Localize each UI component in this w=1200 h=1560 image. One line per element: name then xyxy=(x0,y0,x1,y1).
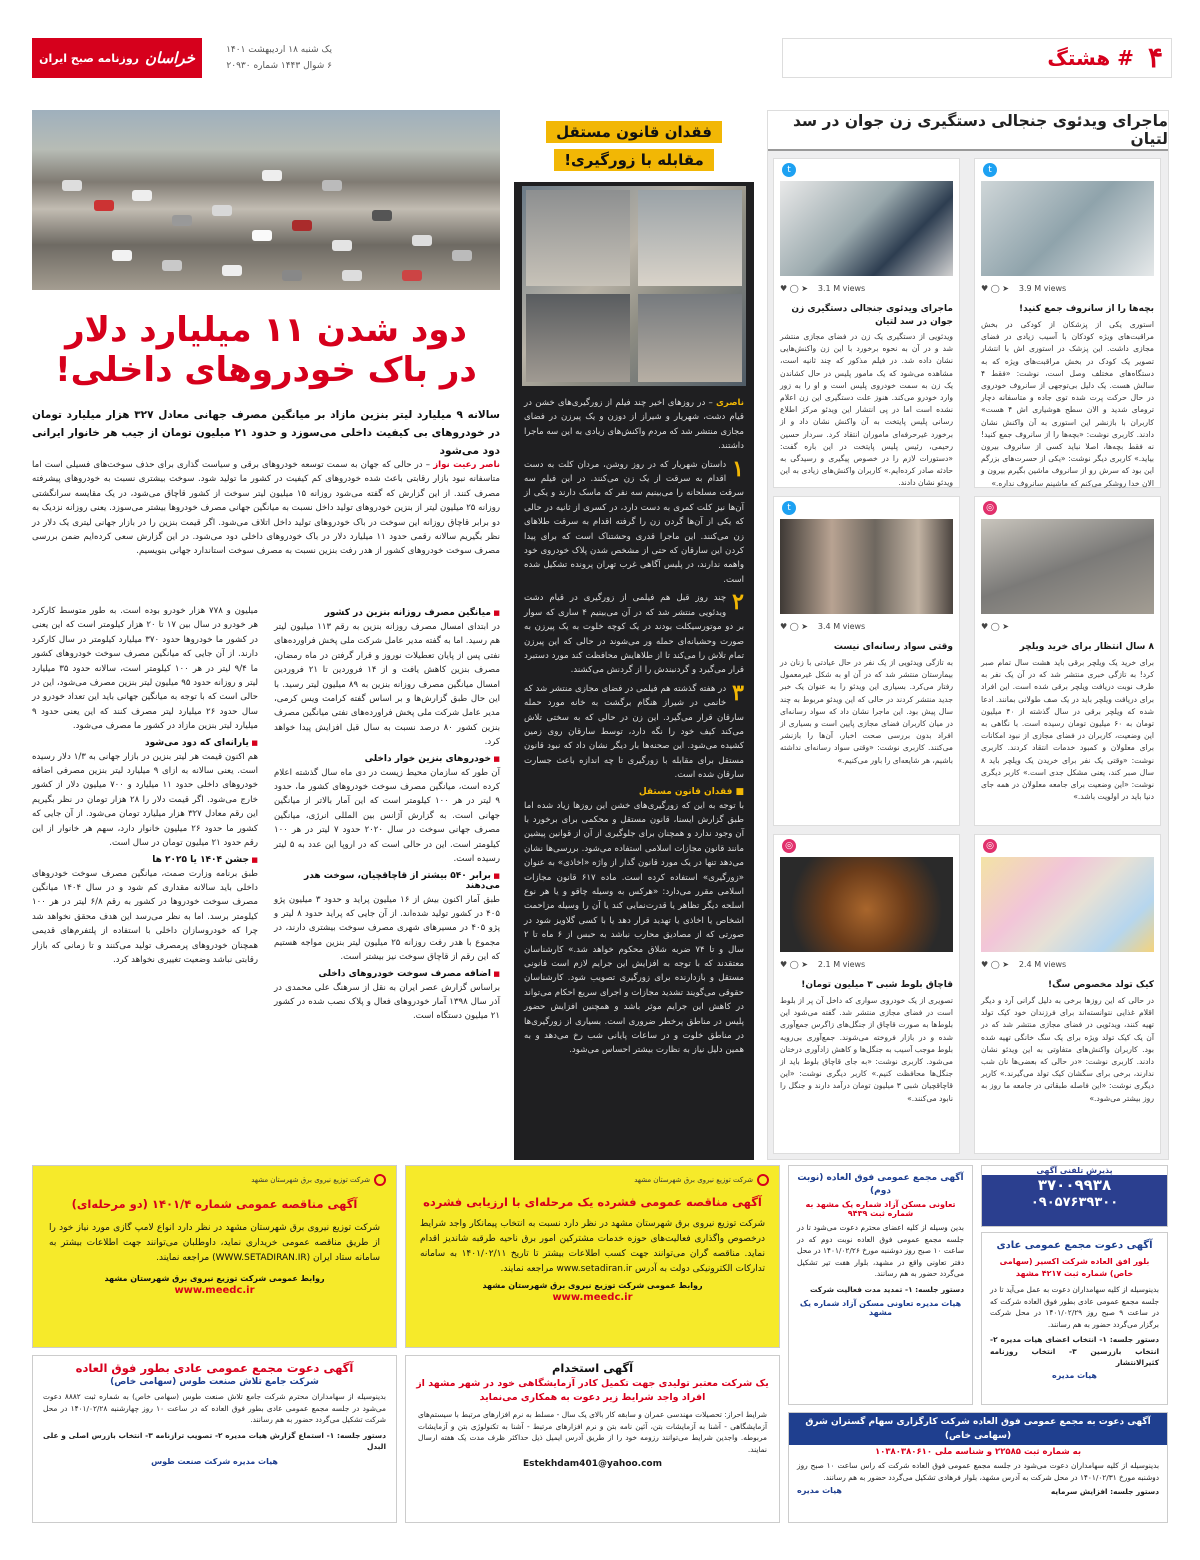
ad-title: آگهی مناقصه عمومی شماره ۱۴۰۱/۴ (دو مرحله‌ای) xyxy=(71,1197,358,1211)
phone-number-2[interactable]: ۰۹۰۵۷۶۳۹۳۰۰ xyxy=(1030,1195,1119,1210)
article-title xyxy=(514,110,754,182)
main-lead: سالانه ۹ میلیارد لیتر بنزین مازاد بر میانگین مصرف جهانی معادل ۳۲۷ هزار میلیارد تومان در خودروهای بی کیفیت داخلی می‌سوزد و حدود ۲۱ میلیون تومان از جیب هر خانوار ایرانی دود می‌شود xyxy=(32,409,500,457)
article-intro: ناصری – در روزهای اخیر چند فیلم از زورگیری‌های خشن در قیام دشت، شهریار و شیراز از دوزن و یک پیرزن در فضای مجازی منتشر شد که مردم واکنش‌های زیادی به این سه ماجرا داشتند. xyxy=(524,398,744,452)
card-image xyxy=(981,519,1154,614)
card-stats xyxy=(981,281,1154,295)
ad-agenda: دستور جلسه: ۱- تمدید مدت فعالیت شرکت xyxy=(809,1284,964,1294)
assembly-notice-ad xyxy=(788,1165,973,1405)
card-text: ویدئویی از دستگیری یک زن در فضای مجازی منتشر شد و در آن به نحوه برخورد با این زن واکنش‌هایی نشان داده شد. در فیلم مذکور که چند ثانیه است، مشاهده می‌شود که یک مامور پلیس در حال کشاندن یک زن به سمت خودروی پلیس است و او را به زور وارد خودرو می‌کند. هنوز علت دستگیری این زن اعلام نشده است اما در پی انتشار این ویدئو مرکز اطلاع رسانی پلیس پایتخت به آن واکنش نشان داد و از برخورد غیرحرفه‌ای ماموران انتقاد کرد. سردار حسین رحیمی، رئیس پلیس پایتخت در این باره گفت: «دستورات لازم را در خصوص پیگیری و رسیدگی به حادثه صادر کرده‌ایم.» کاربران واکنش‌های زیادی به این ویدئو نشان دادند. xyxy=(780,332,953,488)
org-logo xyxy=(634,1174,769,1186)
ad-body: بدینوسیله از کلیه سهامداران دعوت به عمل می‌آید تا در جلسه مجمع عمومی عادی بطور فوق العاده شرکت که در ساعت ۹ صبح روز ۱۴۰۱/۰۲/۲۹ در محل شرکت برگزار می‌گردد حضور به هم رسانند. xyxy=(990,1285,1160,1329)
org-icon xyxy=(757,1174,769,1186)
photo xyxy=(638,190,742,286)
social-card xyxy=(773,834,960,1154)
main-columns xyxy=(32,604,500,1154)
card-text: تصویری از یک خودروی سواری که داخل آن پر از بلوط است در فضای مجازی منتشر شد. گفته می‌شود این بلوط‌ها به صورت قاچاق از جنگل‌های زاگرس جمع‌آوری شده و در بازار فروخته می‌شوند. جمع‌آوری بی‌رویه بلوط موجب آسیب به جنگل‌ها و کاهش زادآوری درختان می‌شود. کاربری نوشت: «به جای قاچاق بلوط باید از جنگل‌ها محافظت کنیم.» کاربر دیگری نوشت: «این قاچاقچیان شبی ۳ میلیون تومان درآمد دارند و جنگل را نابود می‌کنند.» xyxy=(780,996,953,1103)
article-photo-collage xyxy=(522,186,746,386)
ad-title: آگهی استخدام xyxy=(551,1361,634,1375)
section-2 xyxy=(524,591,744,677)
card-title: بچه‌ها را از سانروف جمع کنید! xyxy=(1019,304,1154,314)
author: ناصر رعیت نواز xyxy=(433,460,500,470)
social-media-column xyxy=(767,110,1169,1160)
ad-signature: هیات مدیره xyxy=(1052,1370,1097,1380)
social-card xyxy=(974,834,1161,1154)
heart-icon: ♥ ◯ ➤ xyxy=(981,621,1009,631)
heart-icon: ♥ ◯ ➤ xyxy=(981,283,1009,293)
photo xyxy=(638,294,742,382)
ad-signature: هیات مدیره شرکت صنعت طوس xyxy=(151,1456,278,1466)
ad-body: شرایط احراز: تحصیلات مهندسی عمران و سابقه کار بالای یک سال - مسلط به نرم افزارهای مرتبط با سیستم‌های آزمایشگاهی - آشنا به آزمایشات بتن، آئین نامه بتن و نرم افزارهای مرتبط - آشنا به تکنولوژی بتن و آزمایشات مربوطه. واجدین شرایط می‌توانند رزومه خود را از طریق آدرس ایمیل ذیل حداکثر ظرف مدت یک هفته ارسال نمایند. xyxy=(418,1410,767,1454)
section-number: ۱ xyxy=(732,455,744,481)
issue-date xyxy=(212,42,332,74)
org-name: شرکت توزیع نیروی برق شهرستان مشهد xyxy=(251,1176,370,1184)
intro-text: در حالی که جهان به سمت توسعه خودروهای برقی و سیاست گذاری برای حذف سوخت‌های فسیلی است اما متاسفانه نبود بازار رقابتی باعث شده خودروهای کم کیفیت در کشور ما تولید شود. سوخت بیشتری نسبت به خودروهای پیشرفته مصرف کنند. از این گزارش که گفته می‌شود روزانه ۱۵ میلیون لیتر سوخت از کشور قاچاق می‌شود، در یک مقایسه سرانگشتی روزانه ۲۵ میلیون لیتر از بنزین خودروهای تولید داخل نسبت به میانگین جهانی مصرف خودروها بیشتر می‌سوزد. یعنی روزانه نزدیک به دو برابر قاچاق روزانه این سوخت در باک خودروهای تولید داخل اتلاف می‌شود. اگر قیمت بنزین را در بازار جهانی لیتری یک دلار در نظر بگیریم سالانه رقمی حدود ۱۱ میلیارد دلار در باک خودروهای داخلی دود می‌شود. در این گزارش سعی کرده‌ایم ضمن بررسی مصرف سوخت خودروهای کشور از هدر رفت بنزین نسبت به مصرف سوخت استاندارد جهانی بنویسیم. xyxy=(32,460,500,557)
ad-subtitle: یک شرکت معتبر تولیدی جهت تکمیل کادر آزمایشگاهی خود در شهر مشهد از افراد واجد شرایط زیر دعوت به همکاری می‌نماید xyxy=(416,1378,769,1403)
section-text: داستان شهریار که در روز روشن، مردان کلت به دست اقدام به سرقت از یک زن می‌کنند. در این فیلم سه سرقت مسلحانه را می‌بینیم سه نفر که ماسک دارند و یکی از آن‌ها نیز کلت کمری به دست دارد، در کسری از ثانیه در حالی که یکی از آن‌ها گردن زن را گرفته اقدام به سرقت طلاهای زن می‌کنند. این ماجرا قدری وحشتناک است که برای پیدا کردن این سارقان که حتی از مشخص شدن پلاک خودروی خود واهمه ندارند، در پلیس آگاهی غرب تهران پرونده تشکیل شده است. xyxy=(524,459,744,585)
social-card xyxy=(773,496,960,826)
subhead: ■ فقدان قانون مستقل xyxy=(638,786,744,797)
main-headline xyxy=(32,310,500,390)
card-stats xyxy=(981,619,1154,633)
twitter-icon: t xyxy=(782,163,796,177)
ad-agenda: دستور جلسه: ۱- انتخاب اعضای هیات مدیره ۲- انتخاب بازرسین ۳- انتخاب روزنامه کثیرالانتشار xyxy=(990,1335,1160,1367)
ad-signature: هیات مدیره xyxy=(797,1486,842,1495)
ad-body: شرکت توزیع نیروی برق شهرستان مشهد در نظر دارد انواع لامپ گازی مورد نیاز خود را از طریق مناقصه عمومی خریداری نماید، داوطلبان می‌توانند جهت اطلاعات بیشتر به سامانه ستاد ایران (WWW.SETADIRAN.IR) مراجعه نمایند. xyxy=(49,1223,380,1263)
org-name: شرکت توزیع نیروی برق شهرستان مشهد xyxy=(634,1176,753,1184)
intro-text: در روزهای اخیر چند فیلم از زورگیری‌های خشن در قیام دشت، شهریار و شیراز از دوزن و یک پیرزن در فضای مجازی منتشر شد که مردم واکنش‌های زیادی به این سه ماجرا داشتند. xyxy=(524,398,744,452)
card-image xyxy=(780,181,953,276)
card-image xyxy=(981,857,1154,952)
headline-line-1: دود شدن ۱۱ میلیارد دلار xyxy=(65,310,467,350)
ad-url[interactable]: www.meedc.ir xyxy=(552,1292,633,1303)
title-line-1: فقدان قانون مستقل xyxy=(546,121,722,143)
card-image xyxy=(780,519,953,614)
card-text: در حالی که این روزها برخی به دلیل گرانی آرد و دیگر اقلام غذایی نتوانسته‌اند برای فرزندان خود کیک تولد تهیه کنند، ویدئویی در فضای مجازی منتشر شد که در آن یک کیک تولد ویژه برای یک سگ خانگی تهیه شده بود. کاربران واکنش‌های متفاوتی به این ویدئو نشان دادند. کاربری نوشت: «در حالی که بعضی‌ها نان شب ندارند، برخی برای سگشان کیک تولد می‌گیرند.» کاربر دیگری نوشت: «این فاصله طبقاتی در جامعه ما روز به روز بیشتر می‌شود.» xyxy=(981,996,1154,1103)
paragraph: هم اکنون قیمت هر لیتر بنزین در بازار جهانی به ۱/۳ دلار رسیده است. یعنی سالانه به ازای ۹ میلیارد لیتر بنزین مصرفی اضافه خودروهای داخلی حدود ۱۱ میلیارد و ۷۰۰ میلیون دلار از کشور خارج می‌شود. اگر قیمت دلار را ۲۸ هزار تومان در نظر بگیریم این رقم معادل ۳۲۷ هزار میلیارد تومان می‌شود. از آن جایی که کشور ما حدود ۲۶ میلیون خانوار دارد، سهم هر خانوار از این رقم حدود ۲۱ میلیون تومان در سال است. xyxy=(32,751,258,849)
card-stats xyxy=(780,957,953,971)
twitter-icon: t xyxy=(782,501,796,515)
heart-icon: ♥ ◯ ➤ xyxy=(780,621,808,631)
ad-email[interactable]: Estekhdam401@yahoo.com xyxy=(522,1459,662,1469)
ad-signature: روابط عمومی شرکت توزیع نیروی برق شهرستان مشهد xyxy=(482,1281,703,1290)
page-number: ۴ xyxy=(1147,43,1163,74)
byline: ناصری xyxy=(716,398,744,408)
closing-text: با توجه به این که زورگیری‌های خشن این روزها زیاد شده اما طبق گزارش ایسنا، قانون مستقل و محکمی برای برخورد با آن وجود ندارد و همچنان برای جلوگیری از آن از قوانین پیشین مانند قانون مجازات اسلامی استفاده می‌شود. بررسی‌ها نشان می‌دهد تنها در یک مورد قانون گذار از واژه «اخاذی» به عنوان «زورگیری» استفاده کرده است. ماده ۶۱۷ قانون مجازات اسلامی مقرر می‌دارد: «هرکس به وسیله چاقو و یا هر نوع اسلحه دیگر تظاهر یا قدرت‌نمایی کند یا آن را وسیله مزاحمت اشخاص یا اخاذی یا تهدید قرار دهد یا با کسی گلاویز شود در صورتی که از مصادیق محارب نباشد به حبس از ۶ ماه تا ۲ سال و تا ۷۴ ضربه شلاق محکوم خواهد شد.» کارشناسان معتقدند که با توجه به افزایش این جرایم لازم است قانونی مستقل و بازدارنده برای زورگیری تصویب شود. کارشناسان حقوقی می‌گویند تشدید مجازات و اجرای سریع احکام می‌تواند در کاهش این جرایم موثر باشد و همچنین افزایش حضور پلیس در مناطق پرخطر ضروری است. بسیاری از زورگیری‌ها در مناطق خلوت و در ساعات پایانی شب رخ می‌دهد و به همین دلیل نیاز به نظارت بیشتر احساس می‌شود. xyxy=(524,800,745,1056)
subhead: ■ میانگین مصرف روزانه بنزین در کشور xyxy=(274,608,500,618)
instagram-icon: ◎ xyxy=(782,839,796,853)
section-text: چند روز قبل هم فیلمی از زورگیری در قیام دشت ویدئویی منتشر شد که در آن می‌بینیم ۴ ساری که سوار بر دو موتورسیکلت بودند در یک کوچه خلوت به یک پیرزن به صورت وحشیانه‌ای حمله ور می‌شوند در حالی که این پیرزن تمام تلاش را می‌کند تا از طلاهایش محافظت کند مورد دستبرد قرار می‌گیرد و گردنبندش را از گردنش می‌کشند. xyxy=(524,593,744,676)
ad-signature: روابط عمومی شرکت توزیع نیروی برق شهرستان مشهد xyxy=(104,1274,325,1283)
ad-url[interactable]: www.meedc.ir xyxy=(174,1285,255,1296)
robbery-article xyxy=(514,110,754,1160)
headline-line-2: در باک خودروهای داخلی! xyxy=(55,350,477,390)
subhead-text: فقدان قانون مستقل xyxy=(638,786,733,797)
ad-body: شرکت توزیع نیروی برق شهرستان مشهد در نظر دارد نسبت به انتخاب پیمانکار واجد شرایط درخصوص واگذاری فعالیت‌های حوزه خدمات مشترکین امور برق ناحیه طرقبه شاندیز اقدام نماید. مناقصه گران می‌توانند جهت کسب اطلاعات بیشتر تا تاریخ ۱۴۰۱/۰۲/۱۱ به سامانه تدارکات الکترونیکی دولت به آدرس www.setadiran.ir مراجعه نمایند. xyxy=(420,1219,765,1274)
paper-tagline: روزنامه صبح ایران xyxy=(39,51,139,65)
article-body xyxy=(524,396,744,1152)
paragraph: طبق برنامه وزارت صمت، میانگین مصرف سوخت خودروهای داخلی باید سالانه مقداری کم شود و در سال ۱۴۰۴ میانگین مصرف سوخت خودروها در کشور به رقم ۶/۸ لیتر در هر ۱۰۰ کیلومتر برسد. اما به نظر می‌رسد این هدف محقق نخواهد شد چرا که خودروسازان داخلی با استفاده از پلتفرم‌های قدیمی همچنان خودروهای پرمصرف تولید می‌کنند و تا زمانی که بازار رقابتی نباشد وضعیت تغییری نخواهد کرد. xyxy=(32,868,258,965)
card-text: برای خرید یک ویلچر برقی باید هشت سال تمام صبر کرد! به تازگی خبری منتشر شد که در آن یک نفر به طرف نوبت دریافت ویلچر برقی شده است. این افراد برای دریافت ویلچر باید در یک صف طولانی بمانند. ادعا شده که ویلچر برقی در سال گذشته از ۴۰ میلیون تومان به ۶۰ میلیون تومان رسیده است. با نگاهی به این وضعیت، کاربران در فضای مجازی از نبود امکانات برای معلولان و کمبود خدمات انتقاد کردند. کاربری نوشت: «وقتی یک نفر برای خریدن یک ویلچر باید ۸ سال صبر کند، یعنی مشکل جدی است.» کاربر دیگری نوشت: «این وضعیت برای جامعه معلولان در همه جای دنیا باید در اولویت باشد.» xyxy=(981,658,1155,802)
photo xyxy=(526,190,630,286)
section-number: ۲ xyxy=(732,589,744,615)
paragraph: میلیون و ۷۷۸ هزار خودرو بوده است. به طور متوسط کارکرد هر خودرو در سال بین ۱۷ تا ۲۰ هزار کیلومتر است که این یعنی در کشور ما خودروها حدود ۳۷۰ میلیارد کیلومتر در سال کارکرد دارند. از آن جایی که میانگین مصرف سوخت خودروهای کشور ما ۹/۴ لیتر در هر ۱۰۰ کیلومتر است، سالانه حدود ۳۵ میلیارد لیتر و روزانه حدود ۹۵ میلیون لیتر بنزین مصرف می‌شود، این در حالی است که با توجه به میانگین جهانی باید این تعداد خودرو در سال حدود ۲۶ میلیارد لیتر مصرف کنند که این یعنی حدود ۹ میلیارد لیتر بنزین مازاد در کشور ما مصرف می‌شود. xyxy=(32,606,259,732)
page-header xyxy=(32,38,1172,78)
section-title: # هشتگ xyxy=(1047,46,1134,70)
views-count: 2.4 M views xyxy=(1018,959,1067,969)
ad-signature: هیات مدیره تعاونی مسکن آزاد شماره یک مشهد xyxy=(799,1299,962,1317)
heart-icon: ♥ ◯ ➤ xyxy=(780,283,808,293)
fuel-article xyxy=(32,110,500,1160)
section-text: در هفته گذشته هم فیلمی در فضای مجازی منتشر شد که خانمی در شیراز هنگام برگشت به خانه مورد حمله سارقان قرار می‌گیرد. این زن در حالی که به سختی تلاش می‌کند کیف خود را نگه دارد، توسط سارقان روی زمین کشیده می‌شود. این صحنه‌ها بار دیگر نشان داد که نبود قانون مستقل برای مقابله با زورگیری تا چه اندازه باعث جسارت سارقان شده است. xyxy=(524,683,744,781)
social-card xyxy=(773,158,960,488)
views-count: 3.1 M views xyxy=(817,283,866,293)
date-line-2: ۶ شوال ۱۴۴۳ شماره ۲۰۹۳۰ xyxy=(226,61,332,71)
main-column-left xyxy=(32,604,258,1154)
ad-agenda: دستور جلسه: ۱- استماع گزارش هیات مدیره ۲- تصویب ترازنامه ۳- انتخاب بازرس اصلی و علی البدل xyxy=(43,1430,386,1451)
employment-ad xyxy=(405,1355,780,1523)
ad-subtitle: تعاونی مسکن آزاد شماره یک مشهد به شماره ثبت ۹۴۳۹ xyxy=(805,1200,956,1218)
paragraph: در ابتدای امسال مصرف روزانه بنزین به رقم ۱۱۳ میلیون لیتر هم رسید. اما به گفته مدیر عامل شرکت ملی پخش فراورده‌های نفتی پس از پایان تعطیلات نوروز و قرار گرفتن در ماه رمضان، مصرف بنزین کاهش یافت و از ۱۴ فروردین تا ۲۱ فروردین امسال میانگین مصرف روزانه بنزین به ۸۹ میلیون لیتر رسید. با این حال طبق گزارش‌ها و بر اساس گفته کرامت ویس کرمی، مدیر عامل شرکت ملی پخش فراورده‌های نفتی میانگین مصرف بنزین کشور ۸۰ درصد نسبت به سال قبل افزایش پیدا خواهد کرد. xyxy=(274,622,500,748)
subhead: ■ جشن ۱۴۰۴ یا ۲۰۲۵ ها xyxy=(32,855,258,865)
title-line-2: مقابله با زورگیری! xyxy=(554,149,714,171)
ad-subtitle: به شماره ثبت ۲۲۵۸۵ و شناسه ملی ۱۰۳۸۰۳۸۰۶۱۰ xyxy=(874,1447,1082,1457)
subhead: ■ یارانه‌ای که دود می‌شود xyxy=(32,738,258,748)
section-number: ۳ xyxy=(732,679,744,705)
card-stats xyxy=(780,619,953,633)
exir-assembly-ad xyxy=(981,1232,1168,1405)
traffic-photo xyxy=(32,110,500,290)
heart-icon: ♥ ◯ ➤ xyxy=(981,959,1009,969)
card-title: ماجرای ویدئوی جنجالی دستگیری زن جوان در سد لتیان xyxy=(791,304,953,327)
ad-title: آگهی مجمع عمومی فوق العاده (نوبت دوم) xyxy=(797,1173,964,1196)
card-stats xyxy=(981,957,1154,971)
brokerage-assembly-ad xyxy=(788,1412,1168,1523)
instagram-icon: ◎ xyxy=(983,501,997,515)
card-image xyxy=(780,857,953,952)
views-count: 2.1 M views xyxy=(817,959,866,969)
ad-title: آگهی دعوت به مجمع عمومی فوق العاده شرکت کارگزاری سهام گستران شرق (سهامی خاص) xyxy=(789,1413,1167,1445)
ad-body: بدین وسیله از کلیه اعضای محترم دعوت می‌شود تا در جلسه مجمع عمومی فوق العاده نوبت دوم که در ساعت ۱۰ صبح روز دوشنبه مورخ ۱۴۰۱/۰۲/۲۶ در محل دفتر تعاونی واقع در مشهد، بلوار هفت تیر تشکیل می‌گردد حضور به هم رسانند. xyxy=(797,1223,964,1278)
card-title: ۸ سال انتظار برای خرید ویلچر xyxy=(1019,642,1154,652)
social-card xyxy=(974,496,1161,826)
newspaper-logo xyxy=(32,38,202,78)
paper-name: خراسان xyxy=(145,49,195,67)
paragraph: آن طور که سازمان محیط زیست در دی ماه سال گذشته اعلام کرده است، میانگین مصرف سوخت خودروهای کشور ما، حدود ۹ لیتر در هر ۱۰۰ کیلومتر است که این آمار بالاتر از میانگین جهانی است. به گزارش آژانس بین المللی انرژی، میانگین مصرف جهانی سوخت در سال ۲۰۲۰ حدود ۷ لیتر در هر ۱۰۰ کیلومتر است. این در حالی است که در اروپا این عدد به ۵ لیتر رسیده است. xyxy=(274,767,500,865)
card-stats xyxy=(780,281,953,295)
org-logo xyxy=(251,1174,386,1186)
card-title: کیک تولد مخصوص سگ! xyxy=(1048,980,1154,990)
card-text: به تازگی ویدئویی از یک نفر در حال عیادتی با زنان در بیمارستان منتشر شد که در آن او به شکل غیرمعمول رفتار می‌کرد. بسیاری این ویدئو را به عنوان یک خبر جدید منتشر کردند در حالی که این ویدئو مربوط به چند سال پیش بود. این ماجرا نشان داد که سواد رسانه‌ای در میان کاربران فضای مجازی پایین است و بسیاری از افراد بدون بررسی صحت اخبار، آن‌ها را بازنشر می‌کنند. کاربری نوشت: «وقتی سواد رسانه‌ای نداشته باشیم، هر شایعه‌ای را باور می‌کنیم.» xyxy=(780,658,953,765)
main-intro: ناصر رعیت نواز – در حالی که جهان به سمت توسعه خودروهای برقی و سیاست گذاری برای حذف سوخت‌های فسیلی است اما متاسفانه نبود بازار رقابتی باعث شده خودروهای کم کیفیت در کشور ما تولید شود. سوخت بیشتری نسبت به خودروهای پیشرفته مصرف کنند. از این گزارش که گفته می‌شود روزانه ۱۵ میلیون لیتر سوخت از کشور قاچاق می‌شود، در یک مقایسه سرانگشتی روزانه ۲۵ میلیون لیتر از بنزین خودروهای تولید داخل نسبت به میانگین جهانی مصرف خودروها بیشتر می‌سوزد. یعنی روزانه نزدیک به دو برابر قاچاق روزانه این سوخت در باک خودروهای تولید داخل اتلاف می‌شود. اگر قیمت بنزین را در بازار جهانی لیتری یک دلار در نظر بگیریم سالانه رقمی حدود ۱۱ میلیارد دلار در باک خودروهای داخلی دود می‌شود. در این گزارش سعی کرده‌ایم ضمن بررسی مصرف سوخت خودروهای کشور از هدر رفت بنزین نسبت به مصرف سوخت استاندارد جهانی بنویسیم. xyxy=(32,460,500,557)
subhead: ■ اضافه مصرف سوخت خودروهای داخلی xyxy=(274,969,500,979)
instagram-icon: ◎ xyxy=(983,839,997,853)
subhead: ■ خودروهای بنزین خوار داخلی xyxy=(274,754,500,764)
tender-ad-1 xyxy=(32,1165,397,1348)
social-column-title: ماجرای ویدئوی جنجالی دستگیری زن جوان در سد لتیان xyxy=(768,111,1168,151)
twitter-icon: t xyxy=(983,163,997,177)
section-3 xyxy=(524,679,744,783)
toos-assembly-ad xyxy=(32,1355,397,1523)
tender-ad-2 xyxy=(405,1165,780,1348)
phone-number-1[interactable]: ۳۷۰۰۹۹۳۸ xyxy=(1037,1176,1112,1194)
views-count: 3.9 M views xyxy=(1018,283,1067,293)
social-card xyxy=(974,158,1161,488)
section-header xyxy=(782,38,1172,78)
phone-label: پذیرش تلفنی آگهی xyxy=(982,1166,1167,1175)
card-text: استوری یکی از پزشکان از کودکی در بخش مراقبت‌های ویژه کودکان با آسیب زیادی در فضای مجازی داشت. این پزشک در استوری اش با انتشار تصویر یک کودک در بخش مراقبت‌های ویژه که به دستگاه‌های مختلف وصل است، نوشت: «فقط ۴ سالش هست. یک دلیل بی‌توجهی از سانروف خودروی در حال حرکت پرت شده توی جاده و متاسفانه دچار ترومای شدید و الان سطح هوشیاری اش ۴ هست» کاربران با بازنشر این استوری به آن واکنش نشان دادند. کاربری نوشت: «بچه‌ها را از سانروف جمع کنید! نه فقط بچه‌ها، اصلا نباید کسی از سانروف بیرون بیاید.» کاربری دیگر نوشت: «یکی از حسرت‌های بزرگم این بود که سرش رو از سانروف ماشین بگیرم بیرون و الان خدا روشکر می‌کنم که ماشینم سانروف نداره.» xyxy=(981,320,1154,488)
paragraph: براساس گزارش عصر ایران به نقل از سرهنگ علی محمدی در آذر سال ۱۳۹۸ آمار خودروهای فعال و پلاک نصب شده در کشور ۲۱ میلیون دستگاه است. xyxy=(274,982,500,1022)
ad-title: آگهی دعوت مجمع عمومی عادی بطور فوق العاده xyxy=(75,1361,354,1375)
paragraph: طبق آمار اکنون بیش از ۱۶ میلیون پراید و حدود ۳ میلیون پژو ۴۰۵ در کشور تولید شده‌اند. از آن جایی که پراید حدود ۸ لیتر و پژو ۴۰۵ در مسیرهای شهری مصرف سوخت بیشتری دارند، در مجموع با هدر رفت روزانه ۲۵ میلیون لیتر بنزین مواجه هستیم که این رقم از قاچاق سوخت نیز بیشتر است. xyxy=(274,894,501,963)
main-column-right xyxy=(274,604,500,1154)
card-image xyxy=(981,181,1154,276)
card-title: وقتی سواد رسانه‌ای نیست xyxy=(833,642,953,652)
date-line-1: یک شنبه ۱۸ اردیبهشت ۱۴۰۱ xyxy=(226,45,332,55)
ad-phone-box xyxy=(981,1165,1168,1227)
ad-title: آگهی مناقصه عمومی فشرده یک مرحله‌ای با ارزیابی فشرده xyxy=(423,1195,762,1209)
subhead: ■ برابر ۵۴۰ بیشتر از قاچاقچیان، سوخت هدر می‌دهند xyxy=(274,871,500,891)
ad-title: آگهی دعوت مجمع عمومی عادی xyxy=(996,1240,1153,1251)
section-1 xyxy=(524,455,744,588)
photo xyxy=(526,294,630,382)
ad-subtitle: بلور افق العاده شرکت اکسیر (سهامی خاص) شماره ثبت ۴۲۱۷ مشهد xyxy=(999,1257,1150,1278)
views-count: 3.4 M views xyxy=(817,621,866,631)
heart-icon: ♥ ◯ ➤ xyxy=(780,959,808,969)
ad-agenda: دستور جلسه: افزایش سرمایه xyxy=(1050,1487,1159,1496)
ad-body: بدینوسیله از کلیه سهامداران دعوت می‌شود در جلسه مجمع عمومی فوق العاده شرکت که راس ساعت ۱۰ صبح روز دوشنبه مورخ ۱۴۰۱/۰۲/۳۱ در محل شرکت به آدرس مشهد، بلوار فرهادی تشکیل می‌گردد حضور به هم رسانند. xyxy=(797,1461,1160,1482)
org-icon xyxy=(374,1174,386,1186)
ad-subtitle: شرکت جامع تلاش صنعت طوس (سهامی خاص) xyxy=(110,1377,319,1387)
ad-body: بدینوسیله از سهامداران محترم شرکت جامع تلاش صنعت طوس (سهامی خاص) به شماره ثبت ۸۸۸۲ دعوت می‌شود در جلسه مجمع عمومی عادی بطور فوق العاده که در ساعت ۱۰ روز چهارشنبه ۱۴۰۱/۰۲/۲۸ در محل شرکت تشکیل می‌گردد حضور به هم رسانند. xyxy=(43,1392,387,1424)
card-title: قاچاق بلوط شبی ۳ میلیون تومان! xyxy=(801,980,953,990)
